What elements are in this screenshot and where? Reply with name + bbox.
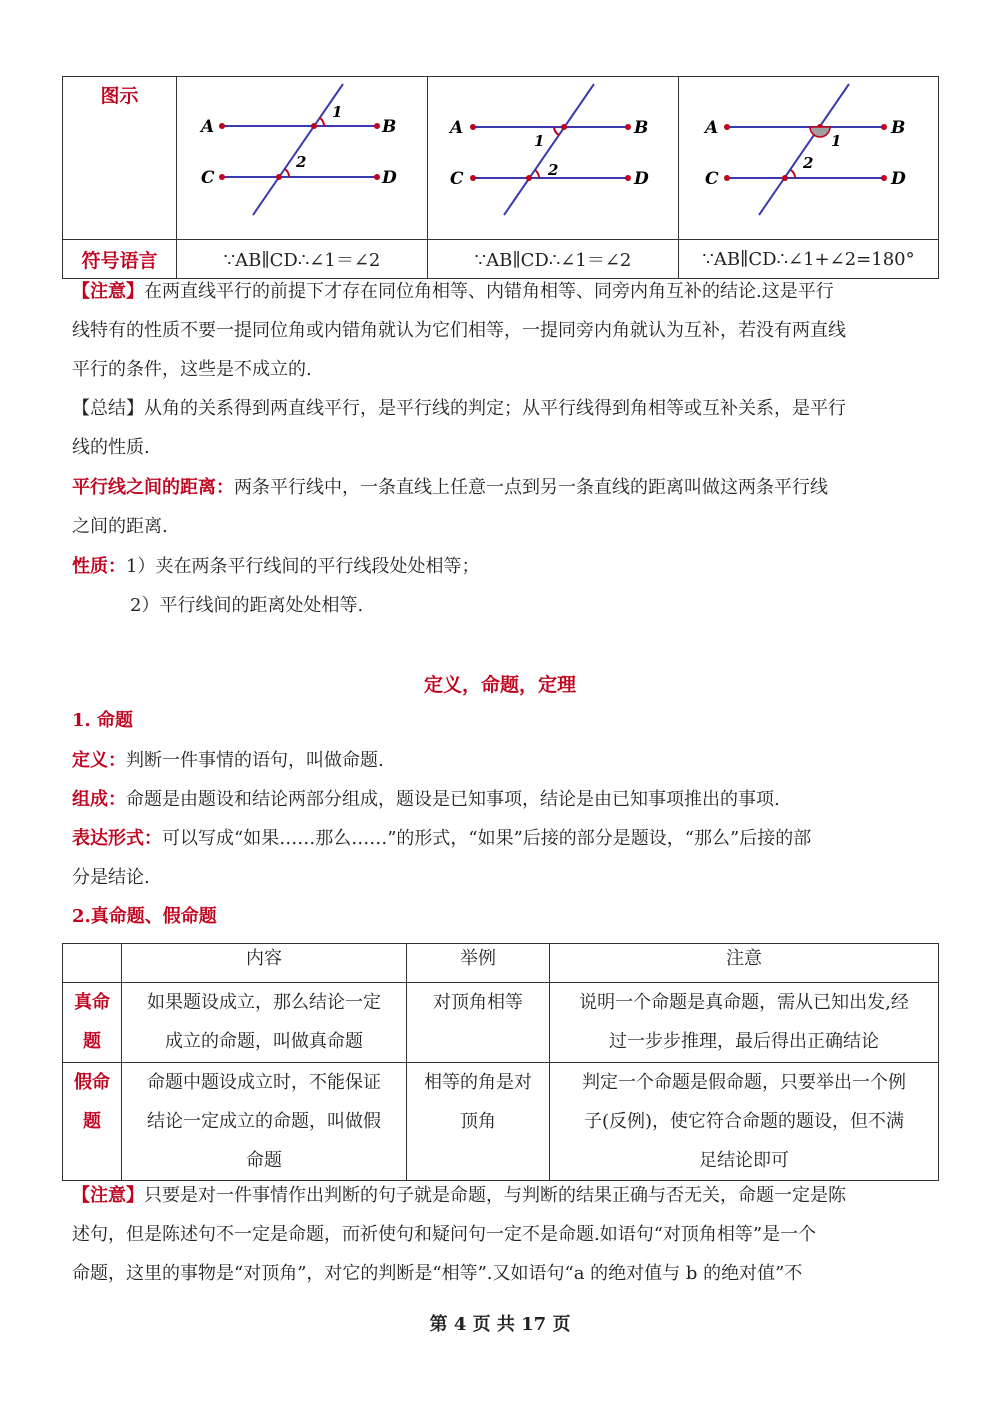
composition-text: 命题是由题设和结论两部分组成，题设是已知事项，结论是由已知事项推出的事项.: [126, 789, 780, 810]
property-line1: [72, 555, 932, 579]
corresponding-angles-figure: [177, 77, 427, 235]
row-label-true-1: 真命: [74, 992, 110, 1013]
angle-2-label: 2: [548, 161, 559, 179]
figure-table: [62, 76, 939, 279]
symbol-label: 符号语言: [81, 249, 158, 272]
true-note-2: 过一步步推理，最后得出正确结论: [609, 1031, 879, 1052]
expression-tag: 表达形式：: [72, 828, 162, 849]
symbol-label-cell: [63, 240, 177, 279]
row-label-false-1: 假命: [74, 1072, 110, 1093]
page-footer: 第 4 页 共 17 页: [429, 1314, 571, 1335]
note2-line3: 命题，这里的事物是“对顶角”，对它的判断是“相等”.又如语句“a 的绝对值与 b 的绝对值”不: [72, 1263, 803, 1284]
header-empty: [63, 944, 122, 983]
figure-label-cell: [63, 77, 177, 240]
note1-line1: [72, 280, 932, 304]
point-d-label: D: [891, 169, 906, 189]
false-content: [122, 1063, 407, 1181]
definition-line: [72, 749, 932, 773]
point-a-label: A: [450, 118, 464, 138]
angle-1-label: 1: [534, 132, 545, 150]
co-interior-angles-figure: [679, 77, 938, 235]
false-note-3: 足结论即可: [699, 1150, 789, 1171]
point-a-label: A: [201, 117, 215, 137]
symbol-cell-1: ∵AB∥CD∴∠1＝∠2: [177, 240, 428, 279]
point-b-label: B: [634, 118, 649, 138]
header-example: 举例: [407, 944, 550, 983]
note2-text1: 只要是对一件事情作出判断的句子就是命题，与判断的结果正确与否无关，命题一定是陈: [144, 1185, 846, 1206]
true-content-1: 如果题设成立，那么结论一定: [147, 992, 381, 1013]
composition-line: [72, 788, 932, 812]
false-content-3: 命题: [246, 1150, 282, 1171]
point-d-label: D: [382, 168, 397, 188]
point-c-label: C: [450, 169, 464, 189]
row-label-true: [63, 983, 122, 1063]
header-content: 内容: [122, 944, 407, 983]
point-b-label: B: [891, 118, 906, 138]
definition-tag: 定义：: [72, 750, 126, 771]
true-content: [122, 983, 407, 1063]
distance-line2: 之间的距离.: [72, 516, 168, 537]
expression-text1: 可以写成“如果……那么……”的形式，“如果”后接的部分是题设，“那么”后接的部: [162, 828, 812, 849]
expression-line2: 分是结论.: [72, 867, 150, 888]
point-b-label: B: [382, 117, 397, 137]
heading-proposition: 1. 命题: [72, 710, 134, 731]
point-a-label: A: [705, 118, 719, 138]
figure-cell-2: [428, 77, 679, 240]
false-note: [550, 1063, 939, 1181]
point-d-label: D: [634, 169, 649, 189]
point-c-label: C: [705, 169, 719, 189]
note2-line1: [72, 1184, 932, 1208]
false-note-2: 子(反例)，使它符合命题的题设，但不满: [583, 1111, 905, 1132]
summary-text1: 从角的关系得到两直线平行，是平行线的判定；从平行线得到角相等或互补关系，是平行: [144, 398, 846, 419]
true-example: [407, 983, 550, 1063]
header-note: 注意: [550, 944, 939, 983]
summary-tag: 【总结】: [72, 398, 144, 419]
figure-cell-1: [177, 77, 428, 240]
distance-text1: 两条平行线中，一条直线上任意一点到另一条直线的距离叫做这两条平行线: [234, 477, 828, 498]
symbol-cell-3: ∵AB∥CD∴∠1+∠2=180°: [679, 240, 939, 279]
false-example: [407, 1063, 550, 1181]
property-item2: 2）平行线间的距离处处相等.: [130, 595, 364, 616]
angle-2-label: 2: [803, 154, 814, 172]
distance-line1: [72, 476, 932, 500]
note1-line3: 平行的条件，这些是不成立的.: [72, 359, 312, 380]
note2-tag: 【注意】: [72, 1185, 144, 1206]
false-example-2: 顶角: [460, 1111, 496, 1132]
property-item1: 1）夹在两条平行线间的平行线段处处相等；: [126, 556, 480, 577]
angle-1-label: 1: [831, 132, 842, 150]
alternate-angles-figure: [428, 77, 678, 235]
summary-line2: 线的性质.: [72, 437, 150, 458]
row-label-false-2: 题: [83, 1111, 101, 1132]
false-note-1: 判定一个命题是假命题，只要举出一个例: [582, 1072, 906, 1093]
note1-text1: 在两直线平行的前提下才存在同位角相等、内错角相等、同旁内角互补的结论.这是平行: [144, 281, 834, 302]
true-content-2: 成立的命题，叫做真命题: [165, 1031, 363, 1052]
note1-tag: 【注意】: [72, 281, 144, 302]
false-content-2: 结论一定成立的命题，叫做假: [147, 1111, 381, 1132]
note2-line2: 述句，但是陈述句不一定是命题，而祈使句和疑问句一定不是命题.如语句“对顶角相等”是一个: [72, 1224, 817, 1245]
definition-text: 判断一件事情的语句，叫做命题.: [126, 750, 384, 771]
angle-2-label: 2: [296, 153, 307, 171]
distance-tag: 平行线之间的距离：: [72, 477, 234, 498]
symbol-cell-2: ∵AB∥CD∴∠1＝∠2: [428, 240, 679, 279]
true-note-1: 说明一个命题是真命题，需从已知出发,经: [579, 992, 909, 1013]
angle-1-label: 1: [332, 103, 343, 121]
true-example-1: 对顶角相等: [433, 992, 523, 1013]
row-label-true-2: 题: [83, 1031, 101, 1052]
truth-false-table: [62, 943, 939, 1181]
figure-label: 图示: [100, 85, 139, 107]
row-label-false: [63, 1063, 122, 1181]
figure-cell-3: [679, 77, 939, 240]
false-example-1: 相等的角是对: [424, 1072, 532, 1093]
summary-line1: [72, 397, 932, 421]
false-content-1: 命题中题设成立时，不能保证: [147, 1072, 381, 1093]
heading-true-false: 2.真命题、假命题: [72, 906, 217, 927]
expression-line1: [72, 827, 932, 851]
composition-tag: 组成：: [72, 789, 126, 810]
note1-line2: 线特有的性质不要一提同位角或内错角就认为它们相等，一提同旁内角就认为互补，若没有两直线: [72, 320, 846, 341]
section-title: 定义，命题，定理: [423, 674, 576, 696]
true-note: [550, 983, 939, 1063]
property-tag: 性质：: [72, 556, 126, 577]
point-c-label: C: [201, 168, 215, 188]
